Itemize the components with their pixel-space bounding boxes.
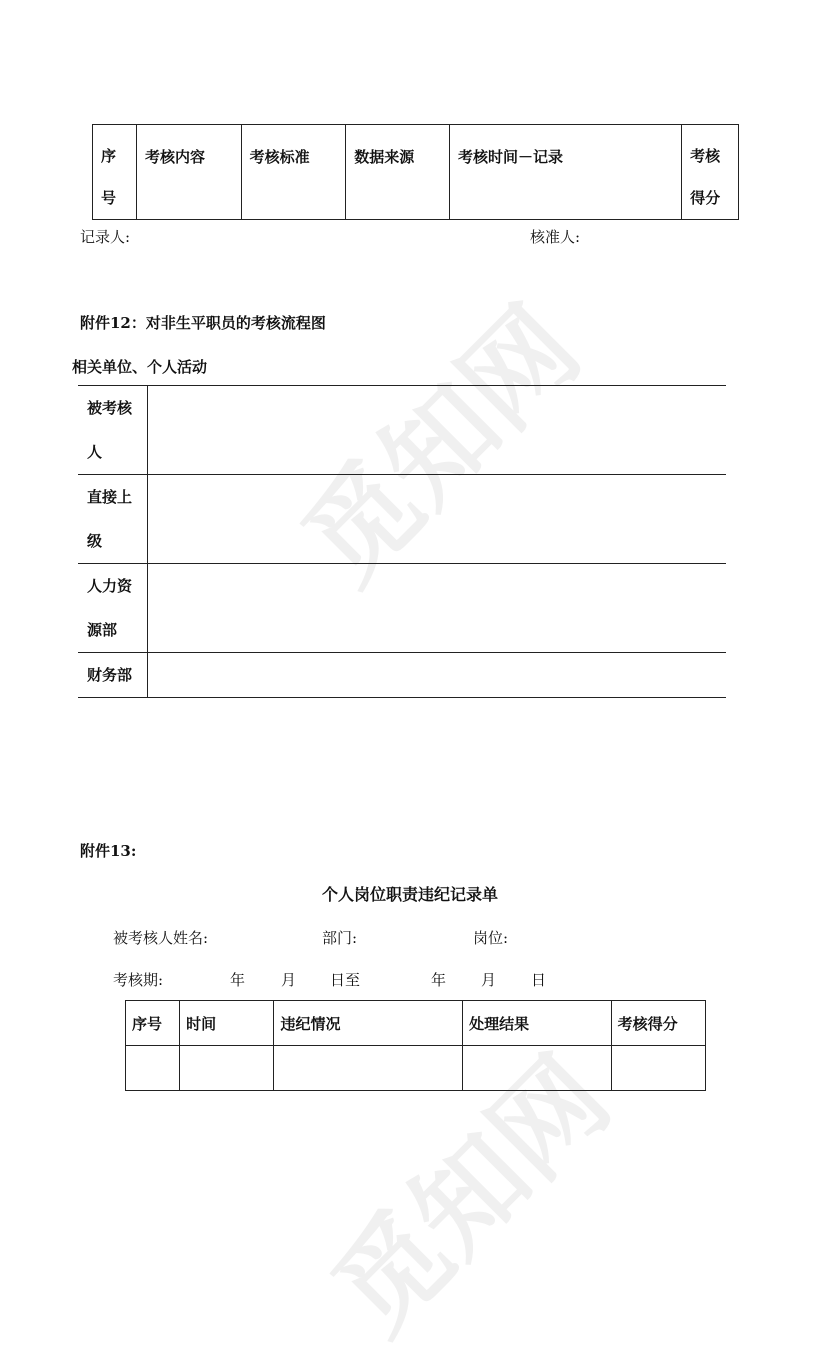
period-day2: 日 (531, 971, 547, 989)
table-cell (180, 1046, 274, 1091)
table-cell (463, 1046, 612, 1091)
header-content: 考核内容 (144, 148, 205, 166)
lane-label-line: 人 (87, 443, 103, 461)
lane-label-line: 人力资 (87, 577, 133, 595)
header-cell-score (682, 125, 739, 220)
appendix13-title: 附件13: (80, 842, 137, 860)
lane-row (78, 386, 726, 475)
lane-label-line: 级 (87, 532, 103, 550)
header-index-line-1: 序 (101, 147, 117, 165)
lane-row (78, 564, 726, 653)
lane-area-assessee (148, 386, 727, 475)
header-index-line-2: 号 (101, 189, 117, 207)
lane-label-line: 源部 (87, 621, 118, 639)
header-time: 时间 (180, 1001, 274, 1046)
header-cell-time (449, 125, 681, 220)
recorder-label: 记录人: (80, 228, 131, 246)
lane-label-supervisor (78, 475, 148, 564)
period-label: 考核期: (113, 971, 164, 989)
header-source: 数据来源 (354, 148, 415, 166)
table-header-row (126, 1001, 706, 1046)
watermark-bottom: 觅知网 (309, 1033, 634, 1358)
header-result: 处理结果 (463, 1001, 612, 1046)
header-score-line-1: 考核 (690, 147, 721, 165)
period-year: 年 (230, 971, 246, 989)
lane-label-line: 财务部 (87, 666, 133, 684)
lane-row (78, 475, 726, 564)
lane-row (78, 653, 726, 698)
form-title: 个人岗位职责违纪记录单 (322, 885, 499, 904)
header-time: 考核时间－记录 (457, 148, 563, 166)
lane-label-line: 直接上 (87, 488, 133, 506)
lane-label-hr (78, 564, 148, 653)
table-cell (611, 1046, 705, 1091)
header-score-line-2: 得分 (690, 189, 721, 207)
flowchart-lanes-table (78, 385, 726, 698)
lane-label-finance (78, 653, 148, 698)
department-label: 部门: (322, 929, 358, 947)
header-cell-standard (241, 125, 346, 220)
lane-label-line: 被考核 (87, 399, 133, 417)
appendix12-title: 附件12：对非生平职员的考核流程图 (80, 314, 326, 332)
header-standard: 考核标准 (249, 148, 310, 166)
lane-area-hr (148, 564, 727, 653)
header-violation: 违纪情况 (274, 1001, 463, 1046)
lane-label-assessee (78, 386, 148, 475)
period-month: 月 (281, 971, 297, 989)
table-row (126, 1046, 706, 1091)
appendix12-subtitle: 相关单位、个人活动 (72, 358, 208, 376)
table-cell (274, 1046, 463, 1091)
assessment-record-table (92, 124, 739, 220)
header-cell-index (93, 125, 137, 220)
header-cell-source (346, 125, 450, 220)
header-score: 考核得分 (611, 1001, 705, 1046)
header-cell-content (136, 125, 241, 220)
assessee-name-label: 被考核人姓名: (113, 929, 209, 947)
period-year2: 年 (431, 971, 447, 989)
lane-area-supervisor (148, 475, 727, 564)
lane-area-finance (148, 653, 727, 698)
violation-record-table (125, 1000, 706, 1091)
period-day-to: 日至 (330, 971, 361, 989)
post-label: 岗位: (473, 929, 509, 947)
watermark: 觅知网 (279, 283, 604, 608)
period-month2: 月 (481, 971, 497, 989)
approver-label: 核准人: (530, 228, 581, 246)
table-cell (126, 1046, 180, 1091)
table-header-row (93, 125, 739, 220)
header-index: 序号 (126, 1001, 180, 1046)
